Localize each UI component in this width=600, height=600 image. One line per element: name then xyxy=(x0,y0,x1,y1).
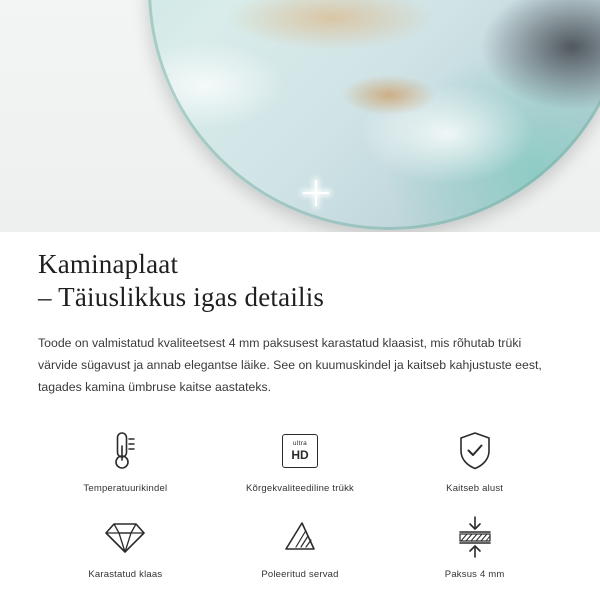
ultra-hd-badge-bottom: HD xyxy=(291,447,309,462)
ultra-hd-icon xyxy=(282,428,318,474)
page-title xyxy=(38,232,562,314)
shield-check-icon xyxy=(457,428,493,474)
feature-label: Poleeritud servad xyxy=(261,569,339,580)
footer-spacer xyxy=(0,582,600,600)
content-area xyxy=(0,232,600,580)
feature-item-temperature xyxy=(38,428,213,494)
feature-item-surface-protection xyxy=(387,428,562,494)
ultra-hd-badge-top: ultra xyxy=(292,440,308,448)
feature-label: Temperatuurikindel xyxy=(83,483,168,494)
feature-item-thickness xyxy=(387,514,562,580)
polished-edges-icon xyxy=(280,514,320,560)
diamond-icon xyxy=(104,514,146,560)
feature-grid xyxy=(38,428,562,580)
thermometer-icon xyxy=(106,428,144,474)
feature-item-tempered-glass xyxy=(38,514,213,580)
feature-label: Kõrgekvaliteediline trükk xyxy=(246,483,354,494)
feature-label: Kaitseb alust xyxy=(446,483,504,494)
hero-image xyxy=(0,0,600,232)
product-description: Toode on valmistatud kvaliteetsest 4 mm paksusest karastatud klaasist, mis rõhutab trüki värvide sügavust ja annab elegantse läike. See on kuumuskindel ja kaitseb kahjustuste eest, tagades kamina ümbruse kaitse aastateks. xyxy=(38,336,542,394)
feature-label: Paksus 4 mm xyxy=(444,569,505,580)
page-title-line-1: Kaminaplaat xyxy=(38,249,179,279)
feature-label: Karastatud klaas xyxy=(88,569,163,580)
page-title-line-2: – Täiuslikkus igas detailis xyxy=(38,282,325,312)
feature-item-print-quality xyxy=(213,428,388,494)
feature-item-polished-edges xyxy=(213,514,388,580)
thickness-icon xyxy=(455,514,495,560)
